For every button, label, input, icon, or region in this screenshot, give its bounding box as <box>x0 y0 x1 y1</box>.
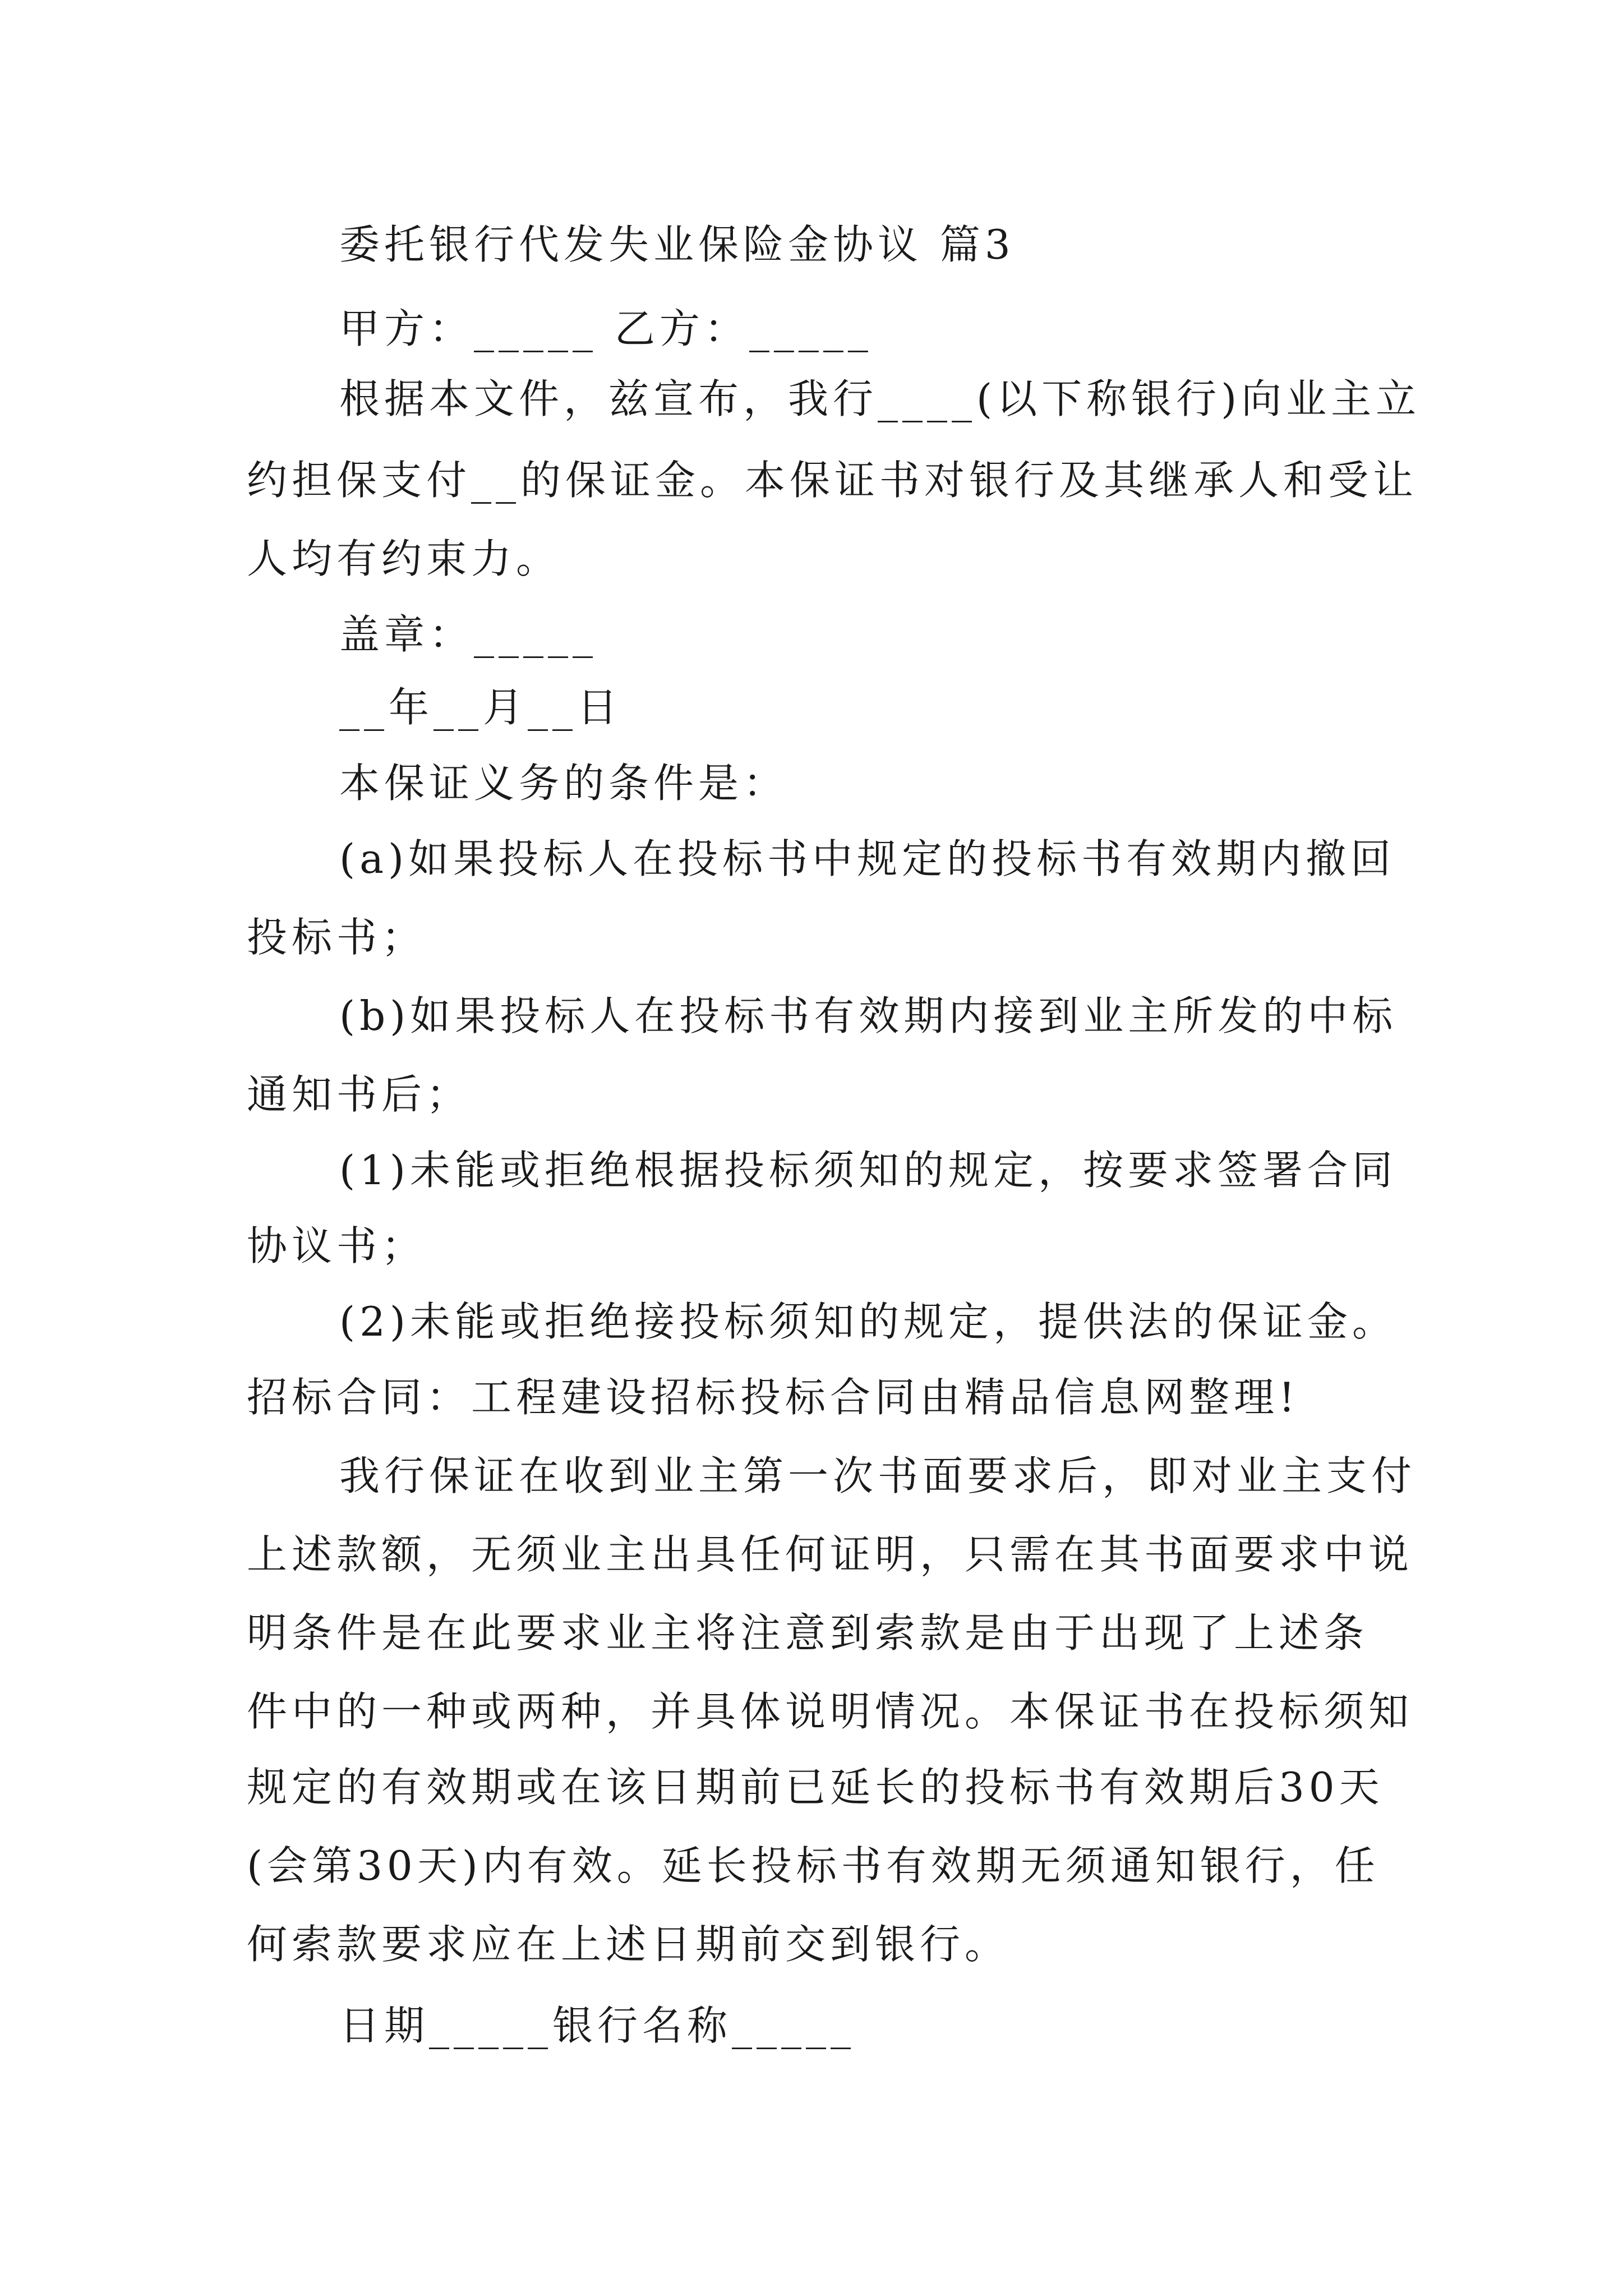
paragraph-line: (b)如果投标人在投标书有效期内接到业主所发的中标 <box>339 992 1398 1039</box>
paragraph-line: 上述款额，无须业主出具任何证明，只需在其书面要求中说 <box>247 1531 1414 1578</box>
paragraph-line: 明条件是在此要求业主将注意到索款是由于出现了上述条 <box>247 1609 1369 1657</box>
signature-line: 日期_____银行名称_____ <box>339 2002 856 2049</box>
document-title: 委托银行代发失业保险金协议 篇3 <box>339 221 1015 268</box>
paragraph-line: 何索款要求应在上述日期前交到银行。 <box>247 1921 1010 1968</box>
paragraph-line: 通知书后； <box>247 1071 472 1118</box>
paragraph-line: 人均有约束力。 <box>247 535 561 582</box>
paragraph-line: 约担保支付__的保证金。本保证书对银行及其继承人和受让 <box>247 457 1418 504</box>
paragraph-line: 规定的有效期或在该日期前已延长的投标书有效期后30天 <box>247 1764 1384 1811</box>
paragraph-line: 件中的一种或两种，并具体说明情况。本保证书在投标须知 <box>247 1688 1414 1735</box>
paragraph-line: (2)未能或拒绝接投标须知的规定，提供法的保证金。 <box>339 1298 1397 1345</box>
paragraph-line: (a)如果投标人在投标书中规定的投标书有效期内撤回 <box>339 835 1396 882</box>
paragraph-line: 招标合同：工程建设招标投标合同由精品信息网整理! <box>247 1374 1299 1421</box>
parties-line: 甲方：_____ 乙方：_____ <box>339 305 873 352</box>
paragraph-line: 投标书； <box>247 914 427 961</box>
paragraph-line: 我行保证在收到业主第一次书面要求后，即对业主支付 <box>339 1452 1417 1499</box>
paragraph-line: 本保证义务的条件是： <box>339 760 789 807</box>
date-line: __年__月__日 <box>339 684 623 731</box>
paragraph-line: (1)未能或拒绝根据投标须知的规定，按要求签署合同 <box>339 1147 1397 1194</box>
seal-line: 盖章：_____ <box>339 611 598 658</box>
paragraph-line: 协议书； <box>247 1222 427 1269</box>
paragraph-line: 根据本文件，兹宣布，我行____(以下称银行)向业主立 <box>339 375 1421 422</box>
paragraph-line: (会第30天)内有效。延长投标书有效期无须通知银行，任 <box>247 1842 1380 1889</box>
